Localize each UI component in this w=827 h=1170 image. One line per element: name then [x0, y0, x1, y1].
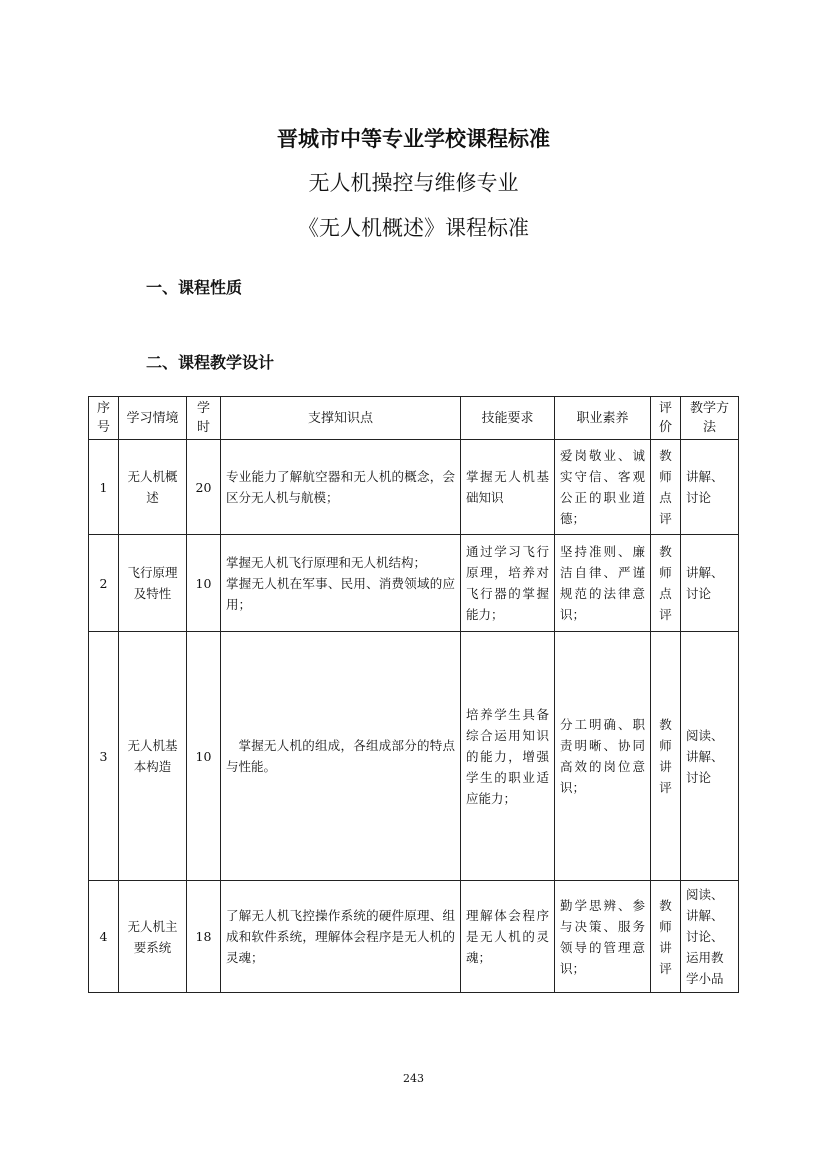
header-knowledge: 支撑知识点 [221, 397, 461, 440]
row-context: 飞行原理及特性 [119, 535, 187, 632]
header-hours: 学时 [187, 397, 221, 440]
table-row [89, 881, 739, 993]
header-evaluation: 评价 [651, 397, 681, 440]
section-heading-course-nature: 一、课程性质 [146, 278, 243, 297]
row-skills: 掌握无人机基础知识 [461, 440, 555, 535]
row-evaluation: 教师点评 [651, 440, 681, 535]
row-knowledge: 了解无人机飞控操作系统的硬件原理、组成和软件系统，理解体会程序是无人机的灵魂； [221, 881, 461, 993]
row-context: 无人机主要系统 [119, 881, 187, 993]
row-skills: 理解体会程序是无人机的灵魂； [461, 881, 555, 993]
row-no: 3 [89, 632, 119, 881]
row-knowledge: 掌握无人机的组成，各组成部分的特点与性能。 [221, 632, 461, 881]
header-quality: 职业素养 [555, 397, 651, 440]
header-no: 序号 [89, 397, 119, 440]
header-method: 教学方法 [681, 397, 739, 440]
row-skills: 培养学生具备综合运用知识的能力，增强学生的职业适应能力； [461, 632, 555, 881]
table-header-row [89, 397, 739, 440]
row-hours: 18 [187, 881, 221, 993]
document-title-school: 晋城市中等专业学校课程标准 [277, 127, 550, 151]
row-method: 阅读、讲解、讨论、运用教学小品 [681, 881, 739, 993]
row-quality: 勤学思辨、参与决策、服务领导的管理意识； [555, 881, 651, 993]
row-no: 4 [89, 881, 119, 993]
row-context: 无人机概述 [119, 440, 187, 535]
table-row [89, 632, 739, 881]
row-method: 讲解、讨论 [681, 440, 739, 535]
document-title-course: 《无人机概述》课程标准 [298, 216, 529, 240]
row-method: 阅读、讲解、讨论 [681, 632, 739, 881]
row-knowledge: 专业能力了解航空器和无人机的概念，会区分无人机与航模； [221, 440, 461, 535]
table-row [89, 535, 739, 632]
row-quality: 爱岗敬业、诚实守信、客观公正的职业道德； [555, 440, 651, 535]
header-skills: 技能要求 [461, 397, 555, 440]
row-context: 无人机基本构造 [119, 632, 187, 881]
section-heading-teaching-design: 二、课程教学设计 [146, 353, 275, 372]
page-number: 243 [403, 1072, 424, 1085]
row-knowledge: 掌握无人机飞行原理和无人机结构； 掌握无人机在军事、民用、消费领域的应用； [221, 535, 461, 632]
header-context: 学习情境 [119, 397, 187, 440]
course-design-table [88, 396, 739, 993]
row-skills: 通过学习飞行原理，培养对飞行器的掌握能力； [461, 535, 555, 632]
table-row [89, 440, 739, 535]
document-title-major: 无人机操控与维修专业 [308, 171, 519, 195]
row-no: 2 [89, 535, 119, 632]
row-hours: 10 [187, 535, 221, 632]
row-method: 讲解、讨论 [681, 535, 739, 632]
row-hours: 20 [187, 440, 221, 535]
row-no: 1 [89, 440, 119, 535]
row-evaluation: 教师讲评 [651, 632, 681, 881]
row-quality: 坚持准则、廉洁自律、严谨规范的法律意识； [555, 535, 651, 632]
row-evaluation: 教师讲评 [651, 881, 681, 993]
row-evaluation: 教师点评 [651, 535, 681, 632]
row-quality: 分工明确、职责明晰、协同高效的岗位意识； [555, 632, 651, 881]
row-hours: 10 [187, 632, 221, 881]
